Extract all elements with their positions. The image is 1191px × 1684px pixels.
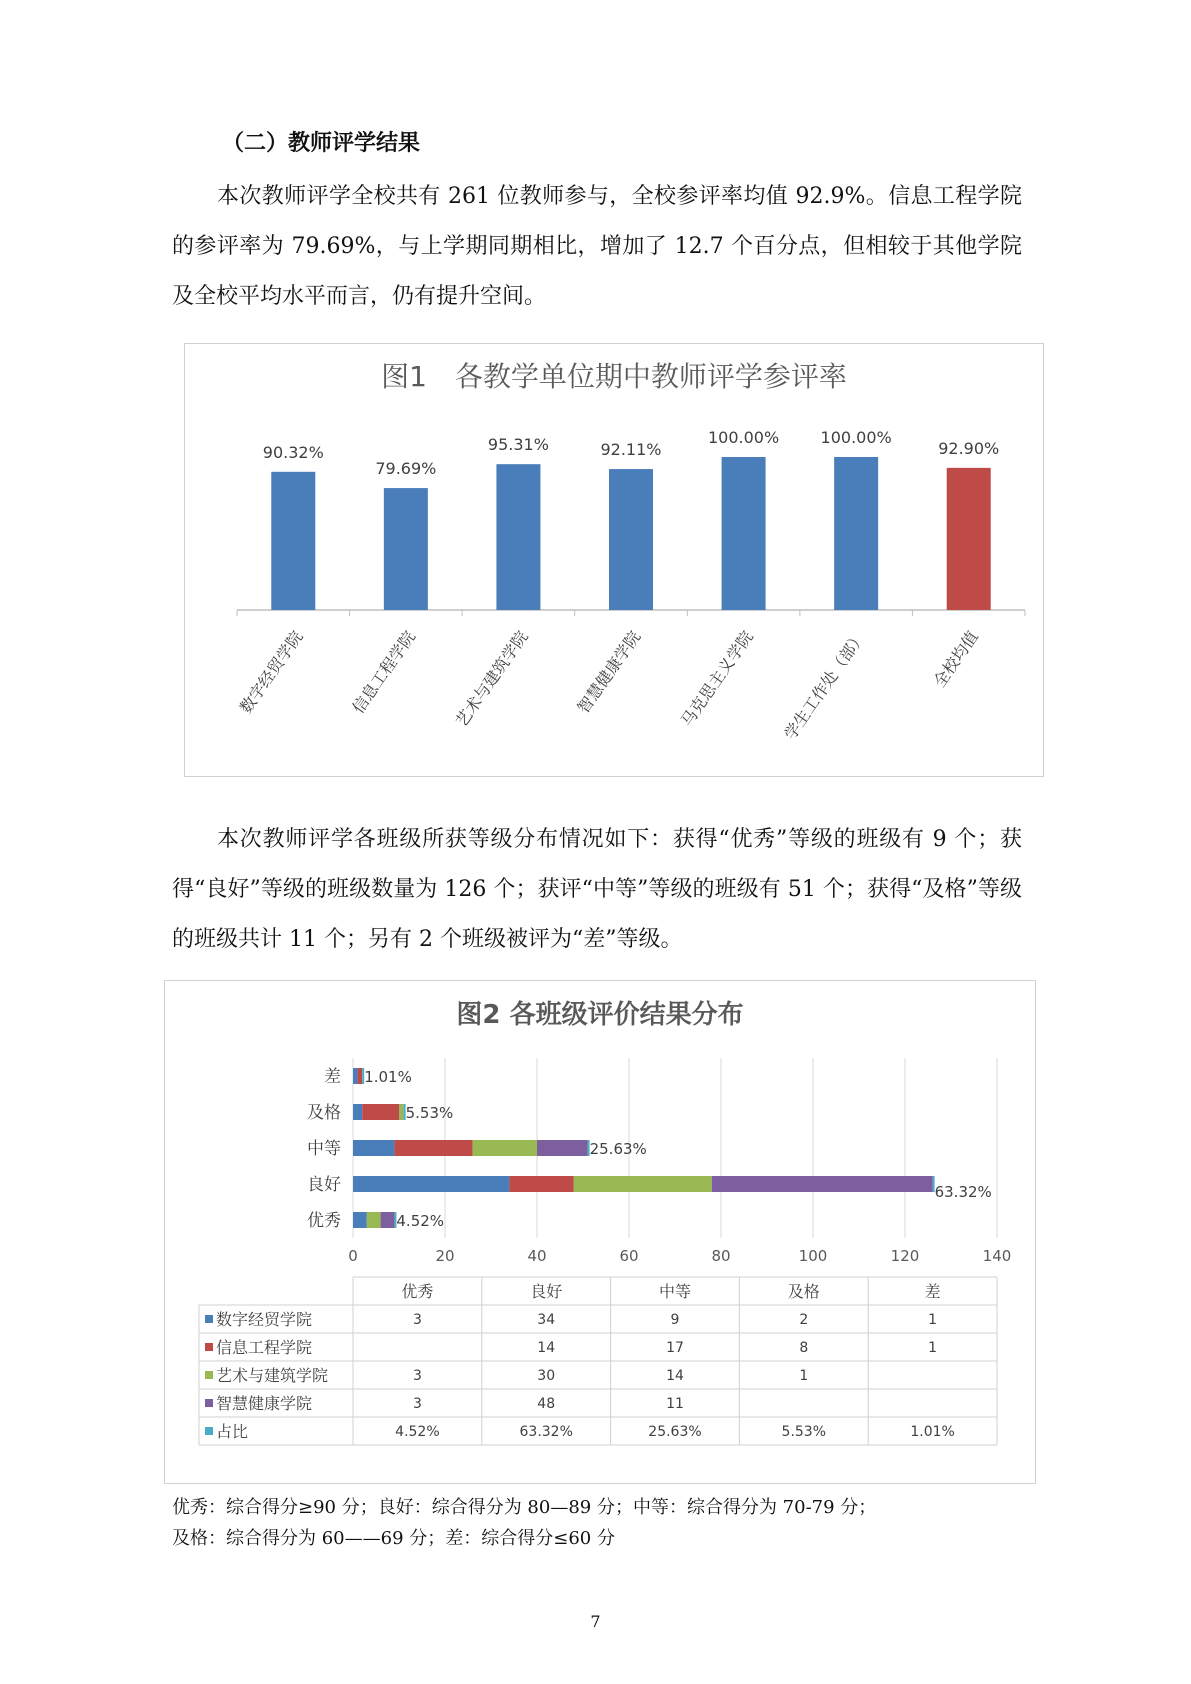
chart2-category-label: 优秀 xyxy=(307,1211,341,1231)
grade-definition-line2: 及格：综合得分为 60——69 分；差：综合得分≤60 分 xyxy=(172,1528,615,1549)
chart2-bar-segment xyxy=(353,1068,358,1084)
table-cell: 30 xyxy=(537,1368,556,1384)
table-cell: 34 xyxy=(537,1312,556,1328)
chart2-x-tick-label: 100 xyxy=(798,1247,828,1265)
chart1-title: 图1 各教学单位期中教师评学参评率 xyxy=(381,360,847,393)
table-header-cell: 优秀 xyxy=(401,1282,434,1301)
chart1-value-label: 90.32% xyxy=(262,442,324,462)
chart2-bar-segment xyxy=(574,1176,712,1192)
legend-swatch xyxy=(205,1371,213,1379)
chart1-value-label: 95.31% xyxy=(487,435,549,455)
chart2-x-tick-label: 60 xyxy=(619,1247,639,1265)
chart2-bar-segment xyxy=(367,1212,381,1228)
chart1-bar xyxy=(834,457,878,610)
chart1-category-label: 马克思主义学院 xyxy=(677,627,757,731)
chart1-value-label: 79.69% xyxy=(375,459,437,479)
grade-definition-line1: 优秀：综合得分≥90 分；良好：综合得分为 80—89 分；中等：综合得分为 70-79 分； xyxy=(172,1497,877,1518)
chart2-bar-segment xyxy=(509,1176,573,1192)
table-cell: 9 xyxy=(670,1312,680,1328)
table-cell: 17 xyxy=(666,1340,684,1356)
table-cell: 8 xyxy=(799,1340,809,1356)
chart2-x-tick-label: 140 xyxy=(982,1247,1012,1265)
legend-series-label: 艺术与建筑学院 xyxy=(216,1366,329,1385)
table-cell: 3 xyxy=(412,1312,422,1328)
table-cell: 11 xyxy=(666,1396,684,1412)
chart2-ratio-label: 5.53% xyxy=(405,1104,454,1122)
chart2-x-tick-label: 80 xyxy=(711,1247,731,1265)
legend-series-label: 数字经贸学院 xyxy=(216,1310,313,1329)
chart2-bar-segment xyxy=(353,1176,509,1192)
chart1-bar xyxy=(947,468,991,610)
chart1-bar xyxy=(384,488,428,610)
chart1-bar xyxy=(271,472,315,610)
chart1-category-label: 信息工程学院 xyxy=(348,627,420,717)
table-cell: 1 xyxy=(799,1368,809,1384)
chart2-bar-segment xyxy=(399,1104,404,1120)
chart2-bar-segment xyxy=(353,1140,394,1156)
table-cell: 14 xyxy=(537,1340,556,1356)
table-cell: 5.53% xyxy=(781,1424,827,1440)
table-cell: 1 xyxy=(928,1312,938,1328)
chart-participation-rate xyxy=(184,343,1044,777)
legend-swatch xyxy=(205,1399,213,1407)
legend-series-label: 智慧健康学院 xyxy=(216,1394,313,1413)
chart1-value-label: 92.11% xyxy=(600,440,662,460)
paragraph-participation: 本次教师评学全校共有 261 位教师参与，全校参评率均值 92.9%。信息工程学院的参评率为 79.69%，与上学期同期相比，增加了 12.7 个百分点，但相较于其他学院及全校平均水平而言，仍有提升空间。 xyxy=(172,184,1022,309)
chart2-bar-segment xyxy=(712,1176,933,1192)
chart2-category-label: 差 xyxy=(324,1067,341,1087)
table-cell: 4.52% xyxy=(395,1424,440,1440)
chart-grade-svg xyxy=(165,981,1035,1483)
legend-swatch xyxy=(205,1315,213,1323)
chart1-value-label: 100.00% xyxy=(820,428,892,447)
chart1-bar xyxy=(609,469,653,610)
chart2-title: 图2 各班级评价结果分布 xyxy=(456,1000,744,1030)
legend-swatch xyxy=(205,1427,213,1435)
table-cell: 3 xyxy=(412,1396,422,1412)
table-cell: 48 xyxy=(537,1396,556,1412)
chart2-bar-segment xyxy=(394,1140,472,1156)
chart2-bar-segment xyxy=(358,1068,363,1084)
chart2-category-label: 良好 xyxy=(307,1175,341,1195)
table-header-cell: 差 xyxy=(924,1282,941,1301)
chart1-category-label: 学生工作处（部） xyxy=(780,627,870,744)
chart2-ratio-label: 4.52% xyxy=(396,1212,445,1230)
page-number: 7 xyxy=(590,1612,601,1631)
chart2-bar-segment xyxy=(537,1140,588,1156)
chart1-value-label: 100.00% xyxy=(707,428,780,447)
table-header-cell: 中等 xyxy=(658,1282,692,1301)
chart2-x-tick-label: 20 xyxy=(435,1247,455,1265)
chart2-category-label: 及格 xyxy=(307,1103,341,1123)
chart1-bar xyxy=(496,464,540,610)
chart2-bar-segment xyxy=(362,1104,399,1120)
chart2-ratio-label: 25.63% xyxy=(589,1140,647,1158)
chart2-bar-segment xyxy=(353,1104,362,1120)
chart1-category-label: 全校均值 xyxy=(929,627,982,691)
table-header-cell: 及格 xyxy=(787,1282,820,1301)
legend-series-label: 信息工程学院 xyxy=(216,1338,313,1357)
table-cell: 63.32% xyxy=(519,1424,573,1440)
chart2-bar-segment xyxy=(473,1140,537,1156)
chart1-bar xyxy=(722,457,766,610)
chart2-x-tick-label: 40 xyxy=(527,1247,547,1265)
table-cell: 3 xyxy=(412,1368,422,1384)
chart-class-grade-distribution xyxy=(164,980,1036,1484)
paragraph-grade-distribution: 本次教师评学各班级所获等级分布情况如下：获得“优秀”等级的班级有 9 个；获得“良好”等级的班级数量为 126 个；获评“中等”等级的班级有 51 个；获得“及格”等级的班级共计 11 个；另有 2 个班级被评为“差”等级。 xyxy=(172,827,1022,952)
chart1-category-label: 数字经贸学院 xyxy=(235,627,307,717)
chart2-x-tick-label: 0 xyxy=(348,1247,358,1265)
chart-participation-svg xyxy=(185,344,1043,776)
chart1-category-label: 智慧健康学院 xyxy=(573,627,645,717)
table-header-cell: 良好 xyxy=(530,1282,563,1301)
table-cell: 1.01% xyxy=(910,1424,955,1440)
legend-series-label: 占比 xyxy=(216,1422,249,1441)
chart1-category-label: 艺术与建筑学院 xyxy=(451,627,532,731)
section-heading: （二）教师评学结果 xyxy=(222,131,421,156)
chart1-value-label: 92.90% xyxy=(938,438,1000,458)
chart2-bar-segment xyxy=(381,1212,395,1228)
table-cell: 2 xyxy=(799,1312,809,1328)
chart2-category-label: 中等 xyxy=(307,1139,341,1159)
table-cell: 25.63% xyxy=(648,1424,702,1440)
chart2-ratio-label: 63.32% xyxy=(934,1183,992,1201)
table-cell: 1 xyxy=(928,1340,938,1356)
chart2-bar-segment xyxy=(353,1212,367,1228)
chart2-x-tick-label: 120 xyxy=(890,1247,920,1265)
table-cell: 14 xyxy=(666,1368,684,1384)
chart2-ratio-label: 1.01% xyxy=(364,1068,412,1086)
legend-swatch xyxy=(205,1343,213,1351)
